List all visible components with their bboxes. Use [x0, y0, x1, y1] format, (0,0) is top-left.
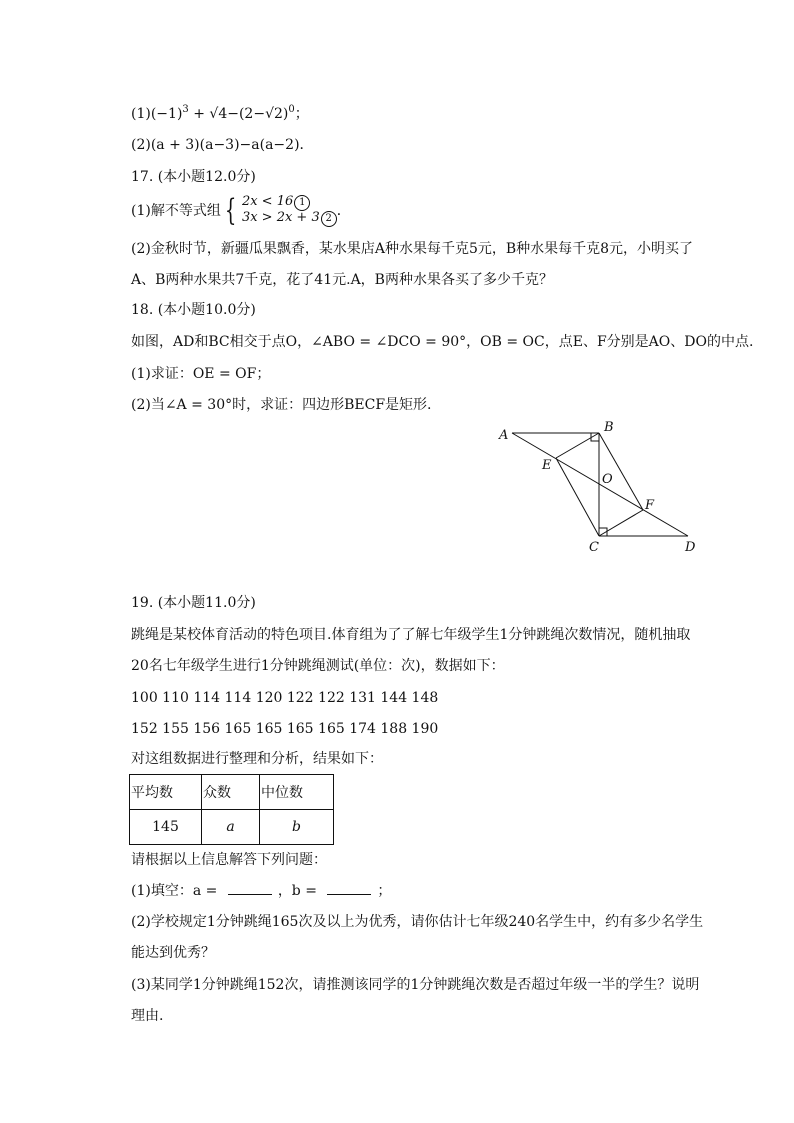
- q17-part2-line2: A、B两种水果共7千克，花了41元.A，B两种水果各买了多少千克？: [131, 272, 553, 288]
- q19-prompt: 请根据以上信息解答下列问题：: [131, 852, 327, 868]
- stats-table: [129, 774, 334, 845]
- q18-part2: (2)当∠A = 30°时，求证：四边形BECF是矩形.: [131, 397, 432, 413]
- q19-part2-line1: (2)学校规定1分钟跳绳165次及以上为优秀，请你估计七年级240名学生中，约有多少名学生: [131, 914, 704, 930]
- segment-AD: [512, 433, 688, 536]
- q16-part1-label: (1): [131, 106, 151, 122]
- q16-part1: [131, 105, 309, 125]
- q18-part1: (1)求证：OE = OF；: [131, 366, 271, 382]
- q17-part2-line1: (2)金秋时节，新疆瓜果飘香，某水果店A种水果每千克5元，B种水果每千克8元，小明买了: [131, 241, 694, 257]
- geometry-figure: [495, 418, 705, 556]
- q19-part1: [131, 882, 391, 900]
- label-A: A: [499, 428, 509, 443]
- circled-number-2: 2: [321, 211, 337, 227]
- label-E: E: [542, 458, 552, 473]
- circled-number-1: 1: [294, 195, 310, 211]
- header-mode: 众数: [202, 775, 260, 810]
- q19-header: 19. (本小题11.0分): [131, 595, 256, 611]
- value-mode: a: [202, 810, 260, 845]
- label-F: F: [645, 498, 655, 513]
- segment-BE: [556, 433, 599, 458]
- q17-part1: [131, 195, 351, 227]
- label-O: O: [602, 472, 613, 487]
- q19-analysis-intro: 对这组数据进行整理和分析，结果如下：: [131, 751, 383, 767]
- header-median: 中位数: [260, 775, 334, 810]
- q16-part1-exp3: 3: [182, 104, 189, 115]
- q16-part1-end: ；: [294, 106, 309, 122]
- stats-table-value-row: [130, 810, 334, 845]
- label-B: B: [604, 420, 614, 435]
- brace-icon: {: [224, 193, 237, 228]
- segment-EC: [556, 458, 599, 536]
- segment-CF: [599, 510, 643, 536]
- label-D: D: [685, 540, 696, 555]
- q19-data-row-1: 100 110 114 114 120 122 122 131 144 148: [131, 690, 439, 706]
- q18-header: 18. (本小题10.0分): [131, 302, 256, 318]
- q17-part1-end: ．: [336, 203, 351, 219]
- q19-part1-b: ，b =: [277, 883, 322, 899]
- q16-part1-exp0: 0: [288, 104, 295, 115]
- q18-stem: 如图，AD和BC相交于点O，∠ABO = ∠DCO = 90°，OB = OC，点E、F分别是AO、DO的中点.: [131, 334, 754, 350]
- inequality-2: 3x > 2x + 3: [241, 210, 320, 225]
- answer-blank-b[interactable]: [327, 882, 371, 895]
- q17-header: 17. (本小题12.0分): [131, 169, 256, 185]
- q16-part1-expr-a: (−1): [150, 106, 183, 122]
- value-mean: 145: [130, 810, 202, 845]
- value-median: b: [260, 810, 334, 845]
- q19-data-row-2: 152 155 156 165 165 165 165 174 188 190: [131, 721, 439, 737]
- q19-part1-end: ；: [377, 883, 392, 899]
- q16-part1-expr-b: + √4−(2−√2): [188, 106, 289, 122]
- header-mean: 平均数: [130, 775, 202, 810]
- inequality-system: [221, 195, 337, 227]
- q19-part1-a: (1)填空：a =: [131, 883, 222, 899]
- q19-part3-line1: (3)某同学1分钟跳绳152次，请推测该同学的1分钟跳绳次数是否超过年级一半的学生？说明: [131, 977, 700, 993]
- q19-stem-line1: 跳绳是某校体育活动的特色项目.体育组为了了解七年级学生1分钟跳绳次数情况，随机抽取: [131, 627, 691, 643]
- answer-blank-a[interactable]: [228, 882, 272, 895]
- label-C: C: [589, 540, 599, 555]
- q19-part2-line2: 能达到优秀？: [131, 945, 215, 961]
- stats-table-header-row: [130, 775, 334, 810]
- q17-part1-prefix: (1)解不等式组: [131, 203, 221, 219]
- q16-part2: (2)(a + 3)(a−3)−a(a−2)．: [131, 137, 314, 153]
- q19-part3-line2: 理由.: [131, 1008, 164, 1024]
- inequality-1: 2x < 16: [241, 194, 294, 209]
- q19-stem-line2: 20名七年级学生进行1分钟跳绳测试(单位：次)，数据如下：: [131, 658, 505, 674]
